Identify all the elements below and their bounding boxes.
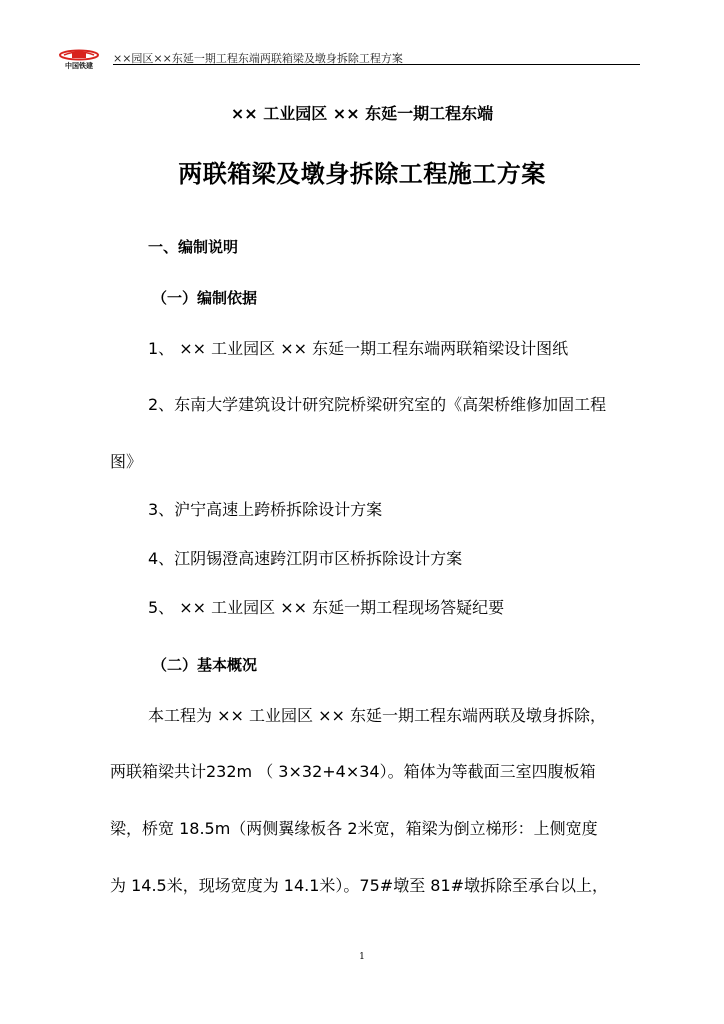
page-header — [55, 48, 640, 70]
overview-line-4: 为 14.5米，现场宽度为 14.1米）。75#墩至 81#墩拆除至承台以上， — [110, 876, 609, 895]
subsection-heading-overview: （二）基本概况 — [152, 656, 258, 674]
document-title: 两联箱梁及墩身拆除工程施工方案 — [178, 160, 546, 188]
basis-item-2: 2、东南大学建筑设计研究院桥梁研究室的《高架桥维修加固工程 — [148, 395, 607, 414]
document-subtitle: ×× 工业园区 ×× 东延一期工程东端 — [230, 104, 494, 123]
basis-item-5: 5、 ×× 工业园区 ×× 东延一期工程现场答疑纪要 — [148, 598, 505, 617]
overview-line-1: 本工程为 ×× 工业园区 ×× 东延一期工程东端两联及墩身拆除， — [148, 706, 606, 725]
subsection-heading-basis: （一）编制依据 — [152, 289, 258, 307]
section-heading-1: 一、编制说明 — [148, 238, 239, 256]
basis-item-2-continued: 图》 — [110, 452, 143, 471]
overview-line-3: 梁，桥宽 18.5m（两侧翼缘板各 2米宽，箱梁为倒立梯形：上侧宽度 — [110, 819, 598, 838]
basis-item-3: 3、沪宁高速上跨桥拆除设计方案 — [148, 500, 383, 519]
svg-text:中国铁建: 中国铁建 — [65, 62, 93, 70]
basis-item-1: 1、 ×× 工业园区 ×× 东延一期工程东端两联箱梁设计图纸 — [148, 339, 569, 358]
page-number: 1 — [359, 952, 365, 962]
basis-item-4: 4、江阴锡澄高速跨江阴市区桥拆除设计方案 — [148, 549, 463, 568]
overview-line-2: 两联箱梁共计232m （ 3×32+4×34）。箱体为等截面三室四腹板箱 — [110, 762, 596, 781]
header-rule — [113, 64, 640, 65]
header-title: ××园区××东延一期工程东端两联箱梁及墩身拆除工程方案 — [113, 52, 403, 65]
company-logo — [55, 48, 103, 70]
